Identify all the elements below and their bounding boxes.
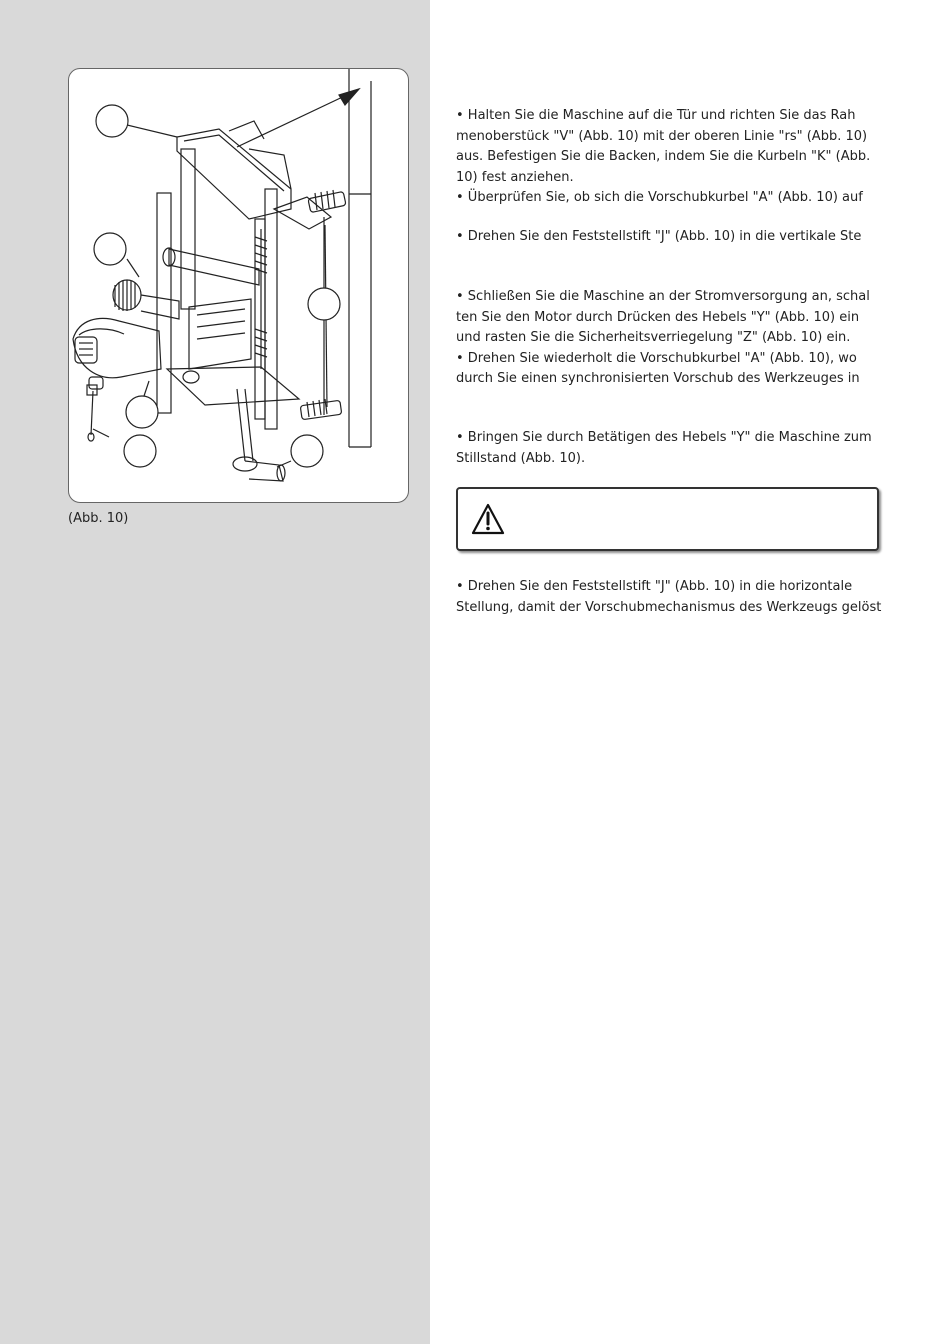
text-line: • Bringen Sie durch Betätigen des Hebels "Y" die Maschine zum <box>456 430 872 445</box>
paragraph-3 <box>456 287 881 390</box>
text-line: menoberstück "V" (Abb. 10) mit der oberen Linie "rs" (Abb. 10) <box>456 128 868 144</box>
text-line: aus. Befestigen Sie die Backen, indem Sie die Kurbeln "K" (Abb. <box>456 149 871 164</box>
callout-crank <box>291 435 323 467</box>
text-line: • Überprüfen Sie, ob sich die Vorschubkurbel "A" (Abb. 10) auf <box>456 190 863 205</box>
paragraph-5 <box>456 577 881 618</box>
text-line: Stellung, damit der Vorschubmechanismus des Werkzeugs gelöst <box>456 599 882 615</box>
text-line: • Halten Sie die Maschine auf die Tür und richten Sie das Rah <box>456 108 856 123</box>
text-line: 10) fest anziehen. <box>456 169 574 185</box>
text-line: • Schließen Sie die Maschine an der Stromversorgung an, schal <box>456 289 870 304</box>
paragraph-1 <box>456 106 881 209</box>
text-line: ten Sie den Motor durch Drücken des Hebels "Y" (Abb. 10) ein <box>456 309 860 325</box>
figure-frame <box>68 68 409 503</box>
figure-caption: (Abb. 10) <box>68 511 129 526</box>
text-line: • Drehen Sie den Feststellstift "J" (Abb. 10) in die vertikale Ste <box>456 229 862 244</box>
text-line: Stillstand (Abb. 10). <box>456 450 586 466</box>
machine-illustration <box>69 69 408 502</box>
paragraph-2 <box>456 227 881 248</box>
text-line: • Drehen Sie wiederholt die Vorschubkurbel "A" (Abb. 10), wo <box>456 350 857 366</box>
callout-right <box>308 288 340 320</box>
warning-box <box>456 487 879 551</box>
warning-triangle-icon <box>470 502 506 536</box>
callout-lever <box>124 435 156 467</box>
callout-knob <box>94 233 126 265</box>
text-line: durch Sie einen synchronisierten Vorschub des Werkzeuges in <box>456 371 860 386</box>
callout-top <box>96 105 128 137</box>
paragraph-4 <box>456 428 881 469</box>
callout-lower <box>126 396 158 428</box>
text-line: und rasten Sie die Sicherheitsverriegelung "Z" (Abb. 10) ein. <box>456 330 851 345</box>
text-line: • Drehen Sie den Feststellstift "J" (Abb. 10) in die horizontale <box>456 579 853 594</box>
